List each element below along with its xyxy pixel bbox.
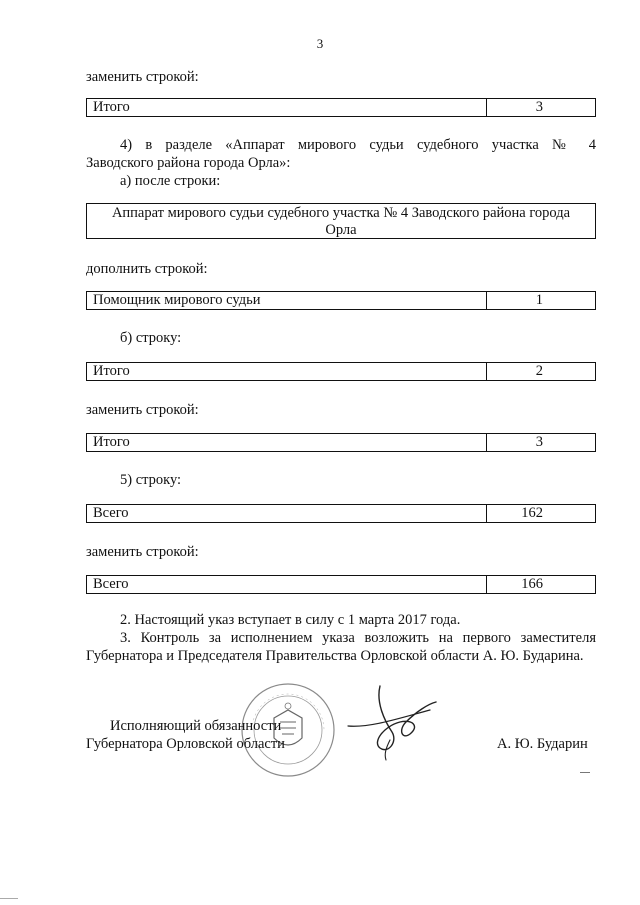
replace-line-2: заменить строкой: xyxy=(86,402,199,418)
row-label: Всего xyxy=(87,505,487,522)
row-label: Итого xyxy=(87,363,487,380)
row-value: 162 xyxy=(521,505,543,521)
replace-line-1: заменить строкой: xyxy=(86,69,199,85)
signature-position-line2: Губернатора Орловской области xyxy=(86,736,285,752)
item4-line2: Заводского района города Орла»: xyxy=(86,155,291,171)
paragraph-3-line2: Губернатора и Председателя Правительства Орловской области А. Ю. Бударина. xyxy=(86,648,584,664)
row-label: Помощник мирового судьи xyxy=(87,292,487,309)
item4b: б) строку: xyxy=(120,330,182,346)
item4-line1: 4) в разделе «Аппарат мирового судьи судебного участка № 4 xyxy=(120,137,596,153)
paragraph-2: 2. Настоящий указ вступает в силу с 1 марта 2017 года. xyxy=(120,612,461,628)
table-row-all-162 xyxy=(86,504,596,523)
row-label: Итого xyxy=(87,99,487,116)
replace-line-3: заменить строкой: xyxy=(86,544,199,560)
handwritten-signature-icon xyxy=(340,682,450,762)
table-row-total-3a xyxy=(86,98,596,117)
row-label: Итого xyxy=(87,434,487,451)
row-value: 3 xyxy=(535,99,543,115)
header-box: Аппарат мирового судьи судебного участка № 4 Заводского района города Орла xyxy=(86,203,596,239)
page-number: 3 xyxy=(316,36,324,51)
row-label: Всего xyxy=(87,576,487,593)
row-value: 3 xyxy=(535,434,543,450)
footer-mark xyxy=(580,772,590,773)
row-value: 2 xyxy=(535,363,543,379)
paragraph-3-line1: 3. Контроль за исполнением указа возложить на первого заместителя xyxy=(120,630,596,646)
row-value: 166 xyxy=(521,576,543,592)
corner-mark xyxy=(0,898,18,899)
row-value: 1 xyxy=(535,292,543,308)
table-row-total-2 xyxy=(86,362,596,381)
table-row-all-166 xyxy=(86,575,596,594)
table-row-total-3b xyxy=(86,433,596,452)
item5: 5) строку: xyxy=(120,472,182,488)
signature-position-line1: Исполняющий обязанности xyxy=(110,718,282,734)
table-row-assistant xyxy=(86,291,596,310)
item4a: а) после строки: xyxy=(120,173,221,189)
signatory-name: А. Ю. Бударин xyxy=(497,736,588,752)
add-line: дополнить строкой: xyxy=(86,261,208,277)
